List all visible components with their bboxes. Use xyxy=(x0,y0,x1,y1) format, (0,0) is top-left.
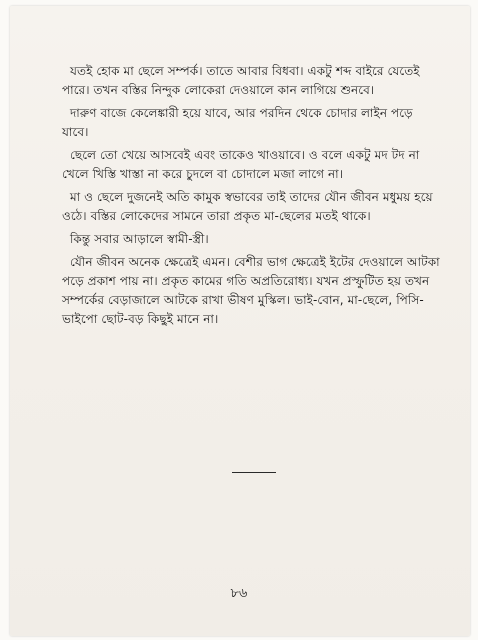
paragraph-6: যৌন জীবন অনেক ক্ষেত্রেই এমন। বেশীর ভাগ ক্ষেত্রেই ইটের দেওয়ালে আটকা পড়ে প্রকাশ পায় না। প্রকৃত কামের গতি অপ্রতিরোধ্য। যখন প্রস্ফুটিত হয় তখন সম্পর্কের বেড়াজালে আটকে রাখা ভীষণ মুস্কিল। ভাই-বোন, মা-ছেলে, পিসি-ভাইপো ছোট-বড় কিছুই মানে না। xyxy=(62,255,440,326)
paragraph-3: ছেলে তো খেয়ে আসবেই এবং তাকেও খাওয়াবে। ও বলে একটু মদ টদ না খেলে খিস্তি খাস্তা না করে চুদলে বা চোদালে মজা লাগে না। xyxy=(62,148,420,181)
page-number: ৮৬ xyxy=(230,586,248,601)
paragraph-2: দারুণ বাজে কেলেঙ্কারী হয়ে যাবে, আর পরদিন থেকে চোদার লাইন পড়ে যাবে। xyxy=(62,106,413,139)
body-text xyxy=(62,62,440,333)
section-separator xyxy=(232,472,276,473)
paragraph-4: মা ও ছেলে দুজনেই অতি কামুক স্বভাবের তাই তাদের যৌন জীবন মধুময় হয়ে ওঠে। বস্তির লোকেদের সামনে তারা প্রকৃত মা-ছেলের মতই থাকে। xyxy=(62,190,433,223)
paragraph-5: কিন্তু সবার আড়ালে স্বামী-স্ত্রী। xyxy=(70,232,209,246)
paragraph-1: যতই হোক মা ছেলে সম্পর্ক। তাতে আবার বিধবা। একটু শব্দ বাইরে যেতেই পারে। তখন বস্তির নিন্দুক লোকেরা দেওয়ালে কান লাগিয়ে শুনবে। xyxy=(62,64,420,97)
